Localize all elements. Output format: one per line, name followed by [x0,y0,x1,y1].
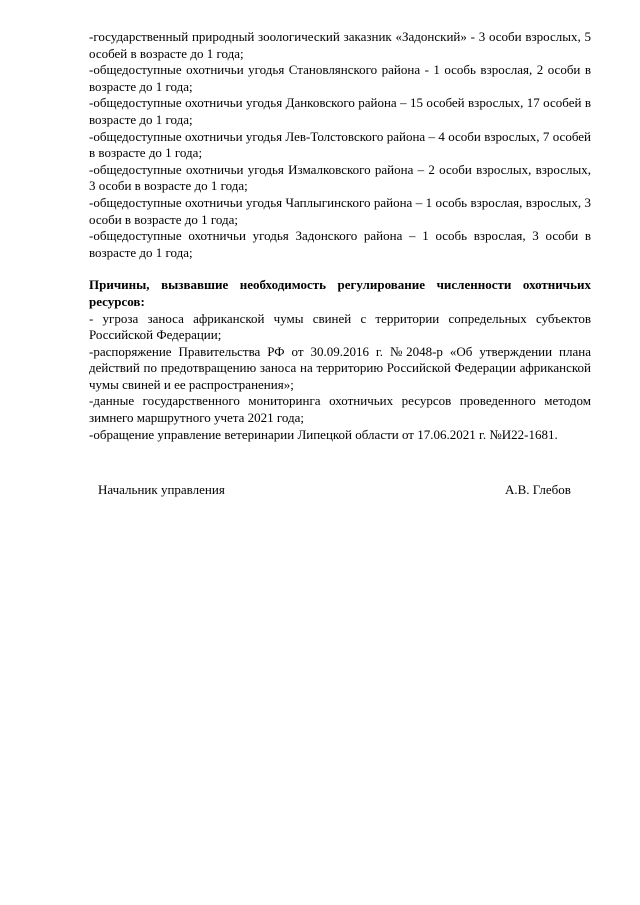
reason-government-order: -распоряжение Правительства РФ от 30.09.2016 г. №2048-р «Об утверждении плана действий по предотвращению заноса на территорию Российской Федерации африканской чумы свиней и ее распространения»; [89,343,591,392]
paragraph-chaplyginsky: -общедоступные охотничьи угодья Чаплыгинского района – 1 особь взрослая, взрослых, 3 особи в возрасте до 1 года; [89,194,591,227]
document-body [89,29,591,443]
reason-veterinary-request: -обращение управление ветеринарии Липецкой области от 17.06.2021 г. №И22-1681. [89,426,558,442]
reason-african-swine-fever: - угроза заноса африканской чумы свиней с территории сопредельных субъектов Российской Федерации; [89,310,591,343]
paragraph-dankovsky: -общедоступные охотничьи угодья Данковского района – 15 особей взрослых, 17 особей в возрасте до 1 года; [89,95,591,127]
paragraph-izmalkovsky: -общедоступные охотничьи угодья Измалковского района – 2 особи взрослых, взрослых, 3 особи в возрасте до 1 года; [89,161,591,194]
section-heading: Причины, вызвавшие необходимость регулирование численности охотничьих ресурсов: [89,277,591,309]
paragraph-zadonsky-district: -общедоступные охотничьи угодья Задонского района – 1 особь взрослая, 3 особи в возрасте до 1 года; [89,228,591,260]
signature-title: Начальник управления [98,482,225,497]
section-gap [89,261,591,277]
paragraph-lev-tolstovsky: -общедоступные охотничьи угодья Лев-Толстовского района – 4 особи взрослых, 7 особей в возрасте до 1 года; [89,128,591,161]
signature-name: А.В. Глебов [505,482,571,497]
reason-monitoring-data: -данные государственного мониторинга охотничьих ресурсов проведенного методом зимнего маршрутного учета 2021 года; [89,393,591,426]
paragraph-zadonsky-reserve: -государственный природный зоологический заказник «Задонский» - 3 особи взрослых, 5 особей в возрасте до 1 года; [89,29,591,61]
paragraph-stanovlyansky: -общедоступные охотничьи угодья Становлянского района - 1 особь взрослая, 2 особи в возрасте до 1 года; [89,62,591,94]
